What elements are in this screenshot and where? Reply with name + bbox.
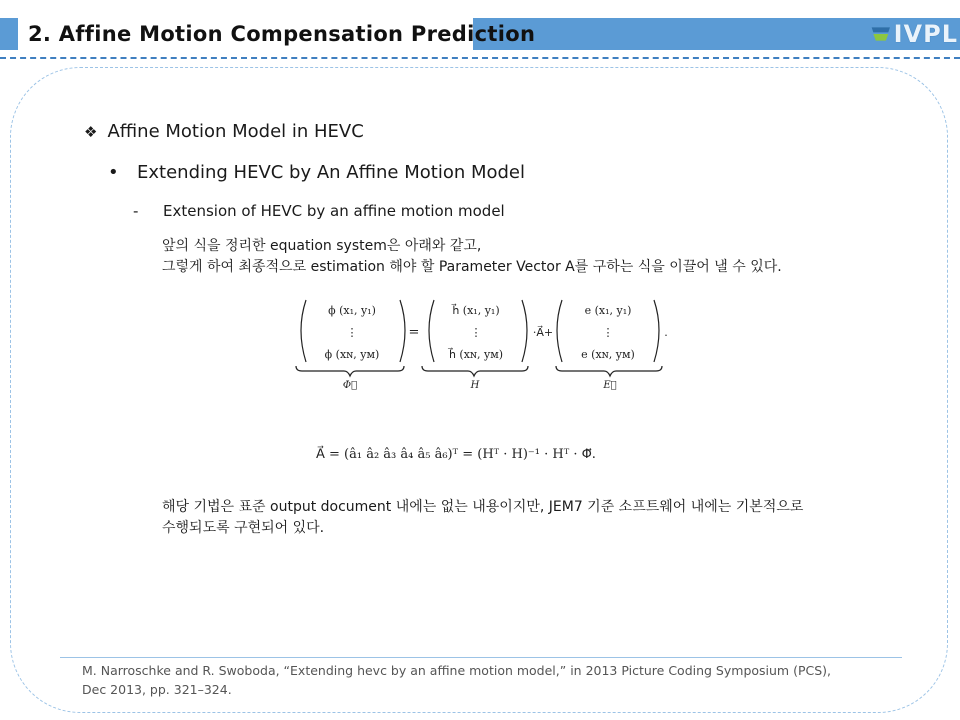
outline-level3-text: Extension of HEVC by an affine motion model — [163, 202, 505, 220]
equals-sign: = — [408, 325, 420, 340]
phi-left-paren — [301, 300, 306, 362]
phi-label: Φ⃗ — [342, 380, 358, 391]
paragraph1-line2: 그렇게 하여 최종적으로 estimation 해야 할 Parameter Vector A를 구하는 식을 이끌어 낼 수 있다. — [162, 259, 782, 275]
least-squares-formula: A⃗ = (â₁ â₂ â₃ â₄ â₅ â₆)ᵀ = (Hᵀ · H)⁻¹ · Hᵀ · Φ⃗. — [316, 447, 596, 462]
equation-system — [290, 296, 670, 392]
paragraph2-line1: 해당 기법은 표준 output document 내에는 없는 내용이지만, JEM7 기준 소프트웨어 내에는 기본적으로 — [162, 499, 804, 515]
h-left-paren — [429, 300, 434, 362]
dash-bullet-icon: - — [133, 202, 139, 220]
phi-bottom-entry: ϕ (xɴ, yᴍ) — [324, 348, 380, 361]
equation-period: . — [664, 326, 668, 339]
h-top-entry: h⃗ (x₁, y₁) — [452, 304, 500, 317]
logo-text: IVPL — [893, 20, 958, 48]
e-dots: ⋮ — [602, 326, 614, 339]
outline-level1 — [84, 121, 364, 142]
e-left-paren — [557, 300, 562, 362]
e-underbrace — [556, 366, 662, 376]
header-accent-bar — [0, 18, 18, 50]
outline-level1-text: Affine Motion Model in HEVC — [107, 121, 364, 142]
h-label: H — [470, 380, 480, 391]
e-right-paren — [654, 300, 659, 362]
e-bottom-entry: e (xɴ, yᴍ) — [581, 348, 635, 361]
h-bottom-entry: h⃗ (xɴ, yᴍ) — [448, 348, 504, 361]
h-dots: ⋮ — [470, 326, 482, 339]
header-divider — [0, 57, 960, 59]
logo-emblem-icon — [870, 23, 892, 45]
h-right-paren — [522, 300, 527, 362]
least-squares-equation — [312, 436, 658, 466]
h-underbrace — [422, 366, 528, 376]
outline-level2-text: Extending HEVC by An Affine Motion Model — [137, 162, 526, 183]
explanation-paragraph-1 — [162, 236, 782, 278]
explanation-paragraph-2 — [162, 497, 803, 539]
phi-underbrace — [296, 366, 404, 376]
phi-top-entry: ϕ (x₁, y₁) — [328, 304, 376, 317]
phi-right-paren — [400, 300, 405, 362]
phi-dots: ⋮ — [346, 326, 358, 339]
e-label: E⃗ — [603, 380, 617, 391]
slide-title: 2. Affine Motion Compensation Prediction — [28, 22, 536, 46]
citation-footer — [82, 661, 882, 699]
outline-level3 — [133, 202, 505, 220]
diamond-bullet-icon: ❖ — [84, 123, 98, 141]
e-top-entry: e (x₁, y₁) — [584, 304, 632, 317]
citation-line2: Dec 2013, pp. 321–324. — [82, 682, 232, 697]
paragraph2-line2: 수행되도록 구현되어 있다. — [162, 520, 325, 536]
paragraph1-line1: 앞의 식을 정리한 equation system은 아래와 같고, — [162, 238, 482, 254]
ivpl-logo — [870, 18, 958, 50]
footer-divider — [60, 657, 902, 658]
mult-a-plus: ·A⃗+ — [532, 326, 554, 339]
outline-level2 — [108, 162, 525, 183]
dot-bullet-icon: • — [108, 162, 119, 183]
citation-line1: M. Narroschke and R. Swoboda, “Extending hevc by an affine motion model,” in 2013 Picture Coding Symposium (PCS), — [82, 663, 832, 678]
